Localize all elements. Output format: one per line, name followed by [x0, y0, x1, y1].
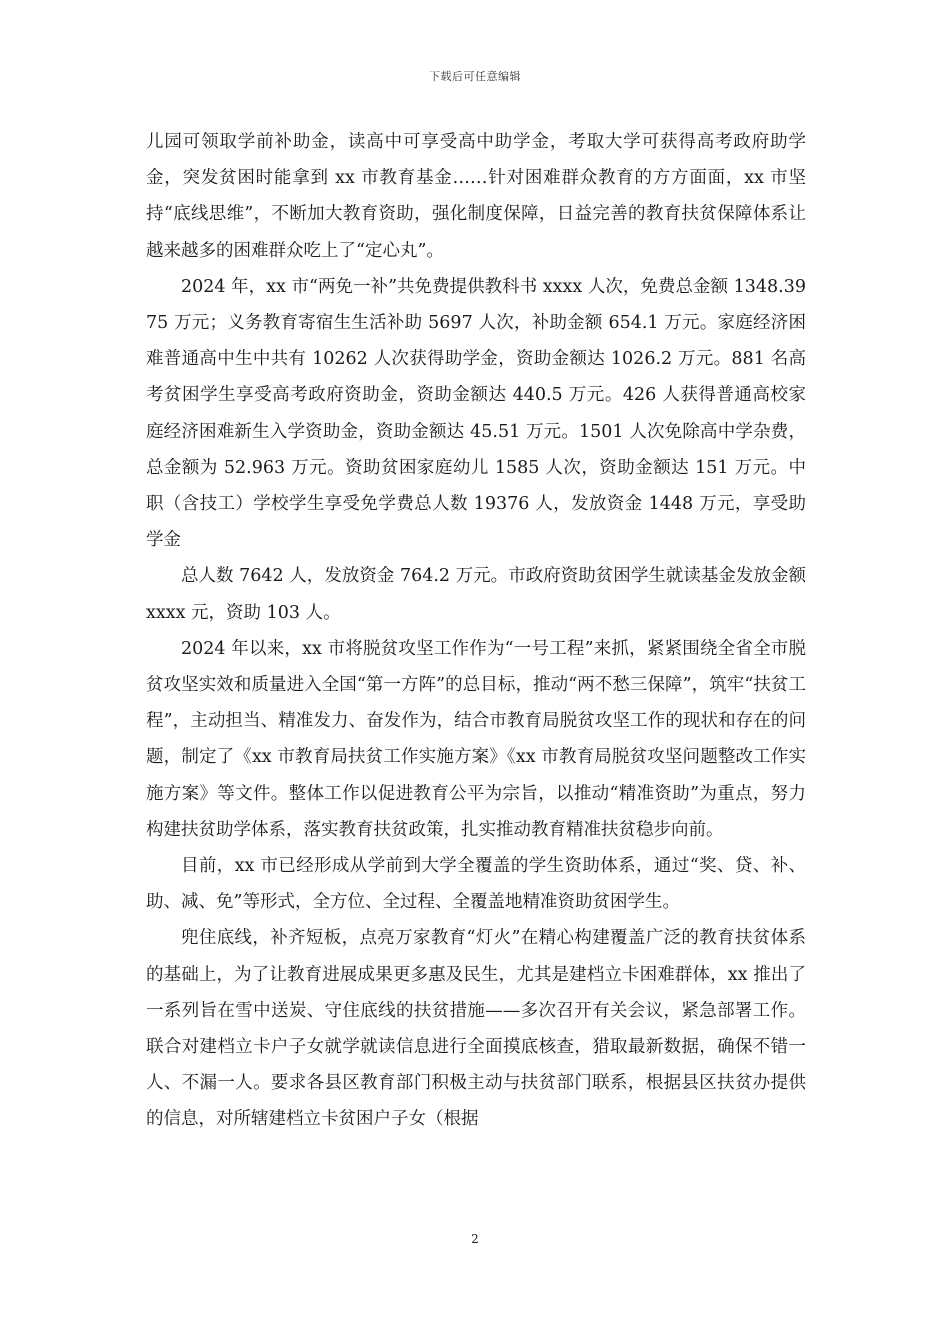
paragraph-statistics: 2024 年，xx 市“两免一补”共免费提供教科书 xxxx 人次，免费总金额 1348.3975 万元；义务教育寄宿生生活补助 5697 人次，补助金额 654.1 万元。家庭经济困难普通高中生中共有 10262 人次获得助学金，资助金额达 1026.2 万元。881 名高考贫困学生享受高考政府资助金，资助金额达 440.5 万元。426 人获得普通高校家庭经济困难新生入学资助金，资助金额达 45.51 万元。1501 人次免除高中学杂费，总金额为 52.963 万元。资助贫困家庭幼儿 1585 人次，资助金额达 151 万元。中职（含技工）学校学生享受免学费总人数 19376 人，发放资金 1448 万元，享受助学金: [146, 276, 806, 551]
paragraph-continuation: 儿园可领取学前补助金，读高中可享受高中助学金，考取大学可获得高考政府助学金，突发贫困时能拿到 xx 市教育基金……针对困难群众教育的方方面面，xx 市坚持“底线思维”，不断加大教育资助，强化制度保障，日益完善的教育扶贫保障体系让越来越多的困难群众吃上了“定心丸”。: [146, 132, 806, 261]
page-number: 2: [471, 1232, 479, 1246]
document-body: [146, 124, 806, 1138]
page-header: 下载后可任意编辑: [429, 70, 521, 83]
paragraph-bottom-line: 兜住底线，补齐短板，点亮万家教育“灯火”在精心构建覆盖广泛的教育扶贫体系的基础上，为了让教育进展成果更多惠及民生，尤其是建档立卡困难群体，xx 推出了一系列旨在雪中送炭、守住底线的扶贫措施——多次召开有关会议，紧急部署工作。联合对建档立卡户子女就学就读信息进行全面摸底核查，猎取最新数据，确保不错一人、不漏一人。要求各县区教育部门积极主动与扶贫部门联系，根据县区扶贫办提供的信息，对所辖建档立卡贫困户子女（根据: [146, 928, 806, 1130]
paragraph-poverty-work: 2024 年以来，xx 市将脱贫攻坚工作作为“一号工程”来抓，紧紧围绕全省全市脱贫攻坚实效和质量进入全国“第一方阵”的总目标，推动“两不愁三保障”，筑牢“扶贫工程”，主动担当、精准发力、奋发作为，结合市教育局脱贫攻坚工作的现状和存在的问题，制定了《xx 市教育局扶贫工作实施方案》《xx 市教育局脱贫攻坚问题整改工作实施方案》等文件。整体工作以促进教育公平为宗旨，以推动“精准资助”为重点，努力构建扶贫助学体系，落实教育扶贫政策，扎实推动教育精准扶贫稳步向前。: [146, 638, 806, 840]
paragraph-statistics-cont: 总人数 7642 人，发放资金 764.2 万元。市政府资助贫困学生就读基金发放金额 xxxx 元，资助 103 人。: [146, 566, 806, 623]
paragraph-aid-system: 目前，xx 市已经形成从学前到大学全覆盖的学生资助体系，通过“奖、贷、补、助、减、免”等形式，全方位、全过程、全覆盖地精准资助贫困学生。: [146, 856, 806, 913]
